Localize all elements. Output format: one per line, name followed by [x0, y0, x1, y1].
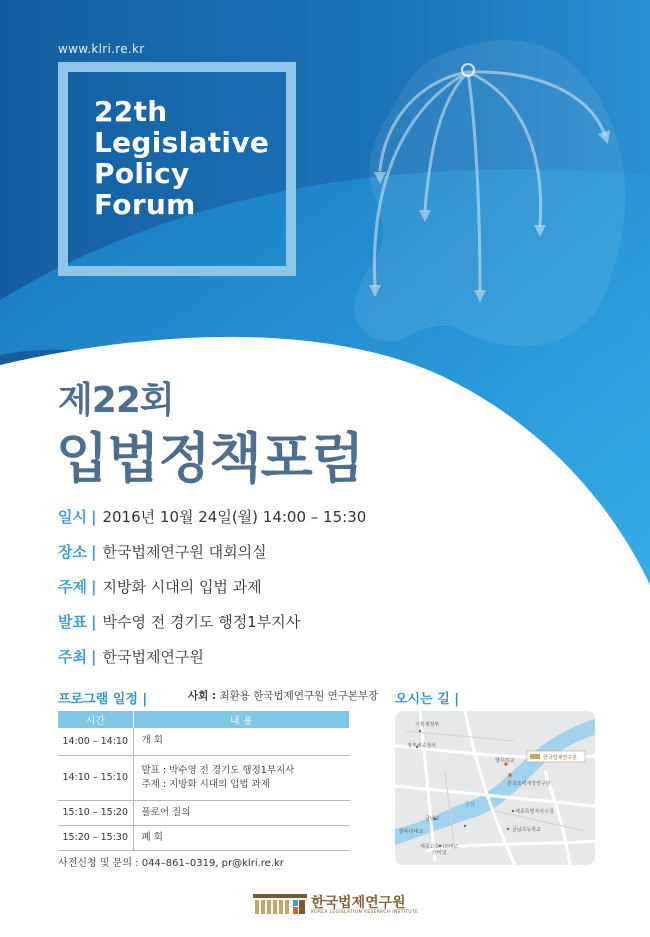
program-title: 프로그램 일정 |: [58, 692, 148, 707]
map-label-school: 금남초등학교: [512, 827, 541, 833]
directions-title: 오시는 길 |: [395, 692, 460, 707]
map-label-gov-ministry: 기획재정부: [415, 722, 440, 728]
website-url[interactable]: www.klri.re.kr: [58, 42, 145, 56]
table-row: 14:00 – 14:10 개 회: [58, 728, 350, 755]
forum-title-box: [58, 62, 296, 276]
event-number-heading: 제22회: [58, 380, 174, 421]
map-label-river: 금강: [465, 802, 475, 808]
map-label-geumnam-bridge: 금남교: [425, 816, 440, 822]
detail-date: 일시 | 2016년 10월 24일(월) 14:00 – 15:30: [58, 508, 367, 526]
map-label-tax-institute: 한국조세재정연구원: [507, 781, 551, 787]
table-row: 15:10 – 15:20 플로어 질의: [58, 800, 350, 825]
detail-speaker: 발표 | 박수영 전 경기도 행정1부지사: [58, 613, 301, 631]
detail-topic: 주제 | 지방화 시대의 입법 과제: [58, 578, 262, 596]
map-label-bridge: 햇무리교: [495, 758, 515, 764]
map-label-sejong-city-hall: 세종특별자치시청: [515, 809, 554, 815]
column-header-time: 시간: [58, 711, 133, 728]
map-label-gov-office: 정부세종청사: [407, 743, 436, 749]
klri-logo-mark: [253, 894, 307, 916]
title-line-policy: Policy: [94, 157, 190, 190]
title-line-forum: Forum: [94, 188, 196, 221]
title-line-legislative: Legislative: [94, 126, 270, 159]
registration-contact[interactable]: 사전신청 및 문의 : 044–861–0319, pr@klri.re.kr: [58, 858, 284, 869]
logo-subtitle: KOREA LEGISLATION RESEARCH INSTITUTE: [311, 910, 419, 915]
event-details: [58, 506, 478, 681]
klri-logo: [253, 890, 419, 922]
logo-name: 한국법제연구원: [311, 895, 406, 911]
map-label-terminal: 세종고속시외버스 터미널: [420, 844, 459, 856]
title-line-number: 22th: [94, 95, 168, 128]
program-schedule-table: [58, 711, 350, 851]
location-map: [395, 711, 595, 865]
event-title-heading: 입법정책포럼: [56, 427, 363, 490]
map-graphic: [395, 711, 595, 865]
table-row: 14:10 – 15:10 발표 : 박수영 전 경기도 행정1부지사 주제 : 지방화 시대의 입법 과제: [58, 755, 350, 800]
table-row: 15:20 – 15:30 폐 회: [58, 825, 350, 850]
table-header-row: [58, 711, 350, 728]
detail-place: 장소 | 한국법제연구원 대회의실: [58, 543, 267, 561]
program-chair: 사회 : 최환용 한국법제연구원 연구본부장: [188, 690, 379, 702]
map-label-klri: 한국법제연구원: [543, 755, 577, 761]
detail-host: 주최 | 한국법제연구원: [58, 648, 204, 666]
column-header-content: 내 용: [133, 711, 350, 728]
map-label-handuri-bridge: 한두리대교: [399, 829, 424, 835]
